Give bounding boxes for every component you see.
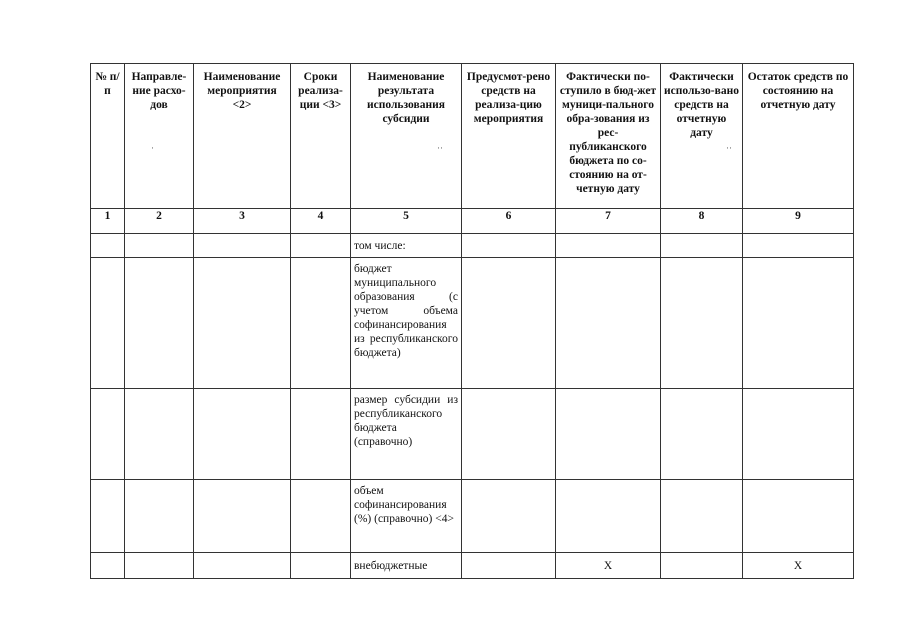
row-description: размер субсидии из республиканского бюджета (справочно) [351, 389, 462, 480]
table-row [91, 234, 854, 258]
header-cell-result-name: Наименование результата использования субсидии [351, 64, 462, 209]
header-row [91, 64, 854, 209]
table-row [91, 553, 854, 579]
row-col9-value [743, 480, 854, 553]
column-number: 1 [91, 209, 125, 234]
row-col7-value [556, 258, 661, 389]
table-row [91, 389, 854, 480]
column-number: 3 [194, 209, 291, 234]
table-row [91, 480, 854, 553]
header-cell-received-funds: Фактически по-ступило в бюд-жет муници-пального обра-зования из рес-публиканского бюджета по со-стоянию на от-четную дату [556, 64, 661, 209]
row-col9-value [743, 389, 854, 480]
column-number: 9 [743, 209, 854, 234]
header-cell-used-funds: Фактически использо-вано средств на отчетную дату [661, 64, 743, 209]
row-col7-value [556, 480, 661, 553]
row-description: внебюджетные [351, 553, 462, 579]
column-number: 5 [351, 209, 462, 234]
scan-speck: ·· [726, 143, 732, 153]
row-col9-value [743, 234, 854, 258]
row-col9-value: X [743, 553, 854, 579]
subsidy-report-table [90, 63, 854, 579]
column-number: 4 [291, 209, 351, 234]
header-cell-terms: Сроки реализа-ции <3> [291, 64, 351, 209]
row-col7-value [556, 389, 661, 480]
table-row [91, 258, 854, 389]
header-cell-event-name: Наименование мероприятия <2> [194, 64, 291, 209]
row-description: объем софинансирования (%) (справочно) <4> [351, 480, 462, 553]
header-cell-planned-funds: Предусмот-рено средств на реализа-цию мероприятия [462, 64, 556, 209]
row-col7-value: X [556, 553, 661, 579]
header-cell-direction: Направле-ние расхо-дов [125, 64, 194, 209]
row-description: бюджет муниципального образования (с учетом объема софинансирования из республиканского бюджета) [351, 258, 462, 389]
row-col9-value [743, 258, 854, 389]
column-number: 6 [462, 209, 556, 234]
row-description: том числе: [351, 234, 462, 258]
row-col7-value [556, 234, 661, 258]
header-cell-balance: Остаток средств по состоянию на отчетную дату [743, 64, 854, 209]
scan-speck: · [151, 143, 154, 153]
column-number: 7 [556, 209, 661, 234]
column-number-row [91, 209, 854, 234]
scan-speck: ·· [437, 143, 443, 153]
column-number: 2 [125, 209, 194, 234]
header-cell-number: № п/п [91, 64, 125, 209]
column-number: 8 [661, 209, 743, 234]
